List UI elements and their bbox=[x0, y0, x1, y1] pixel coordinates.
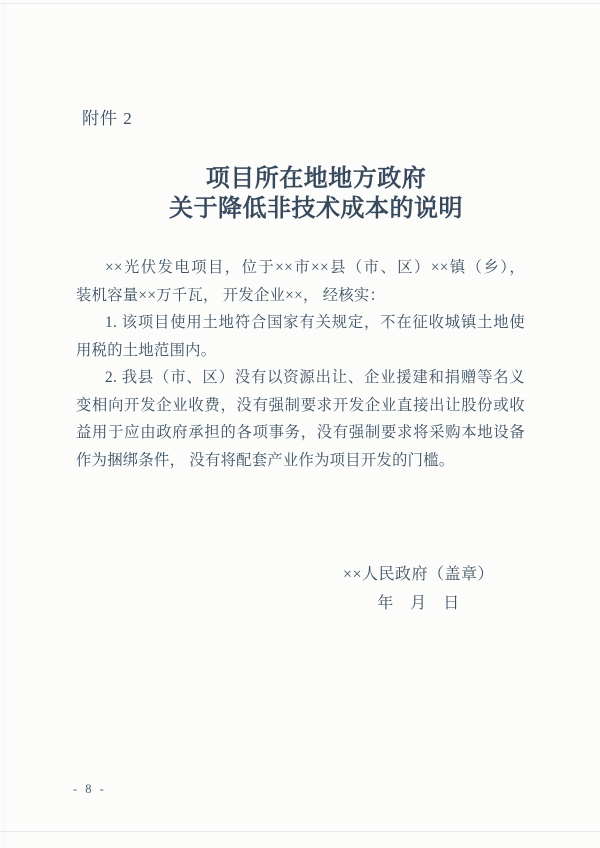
body-line: 益用于应由政府承担的各项事务，没有强制要求将采购本地设备 bbox=[76, 424, 525, 441]
body-line: 用税的土地范围内。 bbox=[76, 341, 217, 359]
body-line: 变相向开发企业收费，没有强制要求开发企业直接出让股份或收 bbox=[76, 396, 525, 414]
scan-artifact-top-edge bbox=[0, 3, 600, 4]
signature-block bbox=[343, 561, 494, 618]
scan-artifact-bottom-edge bbox=[0, 831, 600, 832]
page-number: - 8 - bbox=[73, 782, 107, 796]
document-body bbox=[76, 254, 525, 474]
attachment-label: 附件 2 bbox=[82, 109, 133, 128]
document-title bbox=[32, 164, 600, 224]
signature-date: 年 月 日 bbox=[377, 594, 460, 612]
body-line: ××光伏发电项目，位于××市××县（市、区）××镇（乡）， bbox=[105, 259, 525, 276]
signature-government: ××人民政府（盖章） bbox=[342, 566, 494, 583]
body-line: 2. 我县（市、区）没有以资源出让、企业援建和捐赠等名义 bbox=[105, 369, 525, 386]
scan-artifact-left-edge bbox=[3, 0, 4, 848]
body-line: 作为捆绑条件， 没有将配套产业作为项目开发的门槛。 bbox=[76, 451, 455, 469]
title-line-1: 项目所在地地方政府 bbox=[205, 166, 427, 192]
body-line: 1. 该项目使用土地符合国家有关规定，不在征收城镇土地使 bbox=[105, 314, 525, 331]
title-line-2: 关于降低非技术成本的说明 bbox=[169, 196, 463, 222]
body-line: 装机容量××万千瓦， 开发企业××， 经核实： bbox=[76, 286, 386, 304]
